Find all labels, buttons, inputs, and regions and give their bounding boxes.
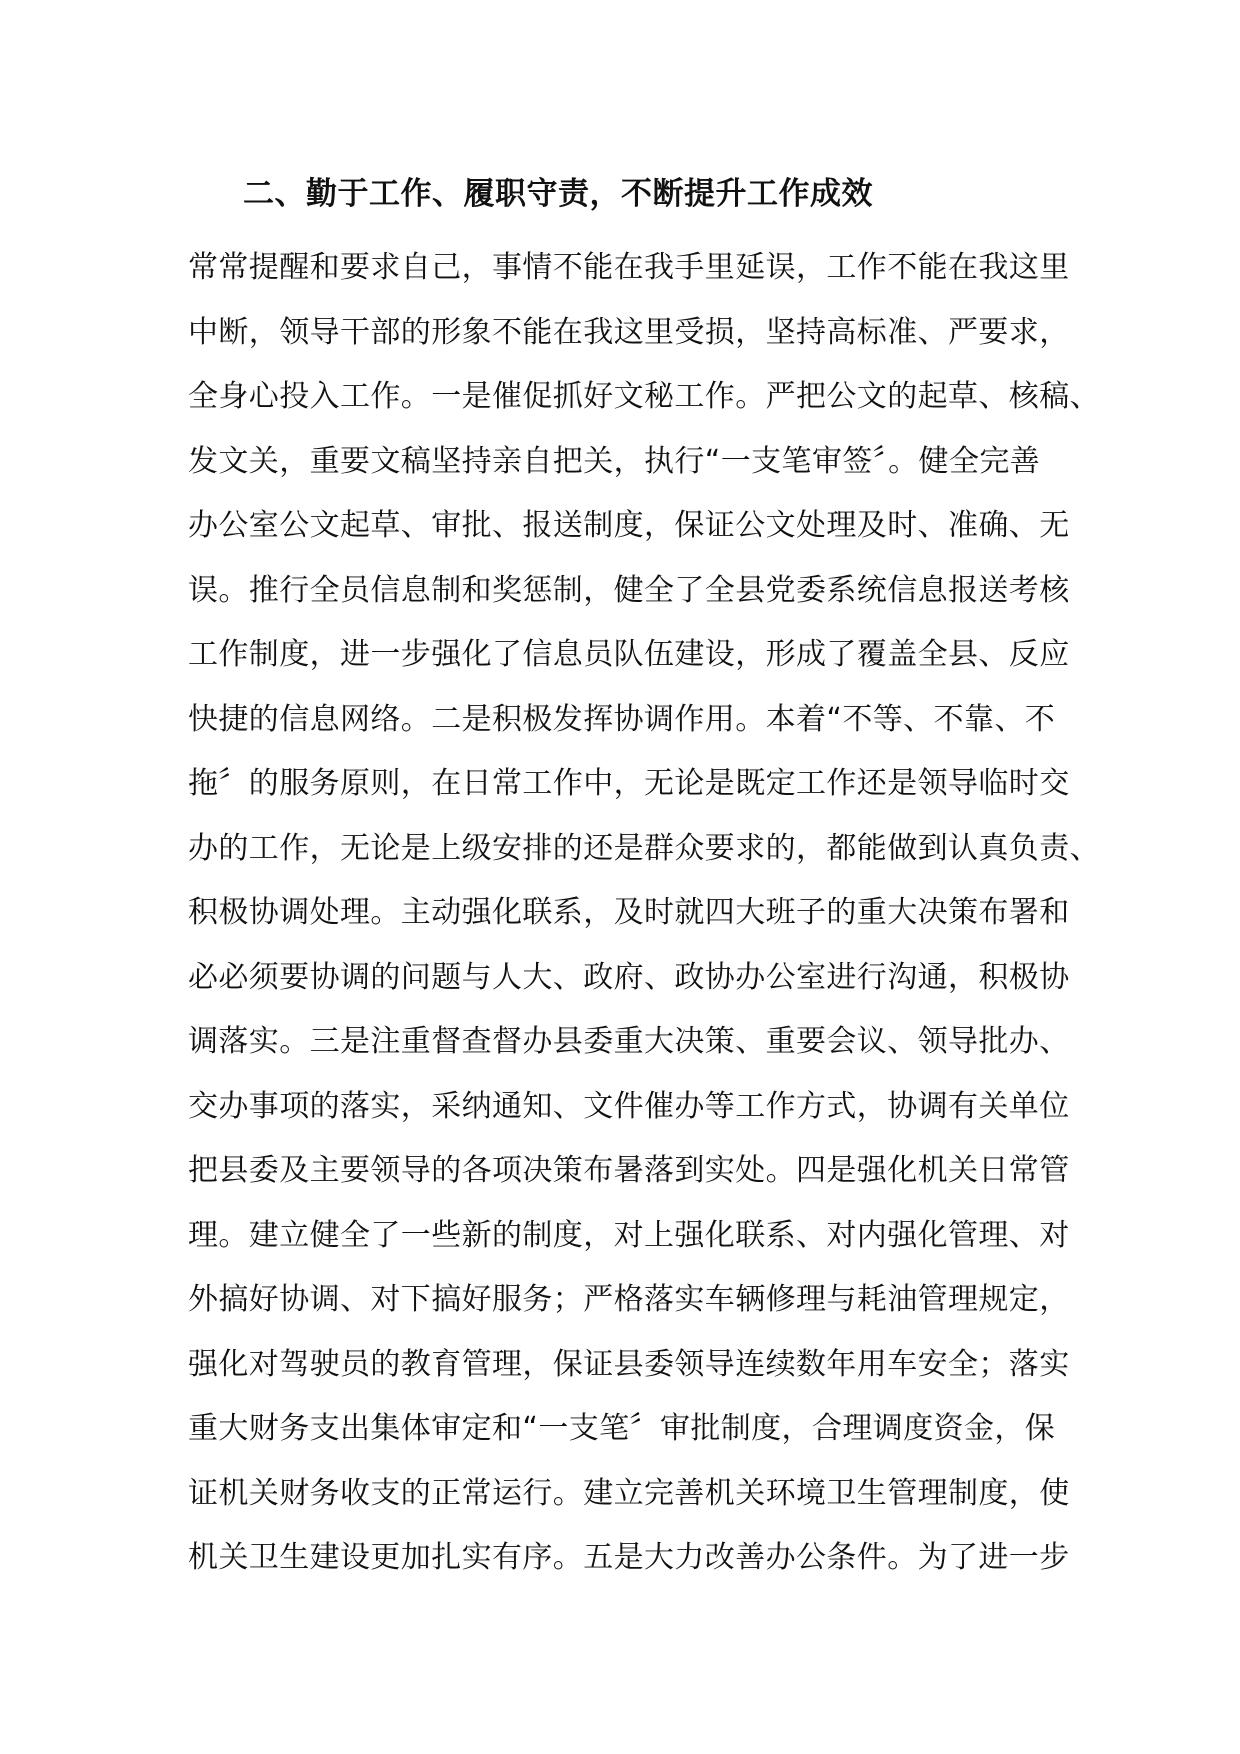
text-line: 强化对驾驶员的教育管理，保证县委领导连续数年用车安全；落实 <box>188 1346 1070 1382</box>
text-line: 全身心投入工作。一是催促抓好文秘工作。严把公文的起草、核稿、 <box>188 379 1100 414</box>
text-line: 积极协调处理。主动强化联系，及时就四大班子的重大决策布署和 <box>188 895 1070 930</box>
text-line: 办的工作，无论是上级安排的还是群众要求的，都能做到认真负责、 <box>188 830 1100 866</box>
text-line: 必必须要协调的问题与人大、政府、政协办公室进行沟通，积极协 <box>188 959 1070 995</box>
text-line: 把县委及主要领导的各项决策布暑落到实处。四是强化机关日常管 <box>188 1153 1070 1188</box>
text-line: 办公室公文起草、审批、报送制度，保证公文处理及时、准确、无 <box>188 508 1070 543</box>
text-line: 常常提醒和要求自己，事情不能在我手里延误，工作不能在我这里 <box>188 250 1070 285</box>
text-line: 外搞好协调、对下搞好服务；严格落实车辆修理与耗油管理规定， <box>188 1282 1070 1317</box>
text-line: 中断，领导干部的形象不能在我这里受损，坚持高标准、严要求， <box>188 314 1070 350</box>
text-line: 拖〞的服务原则，在日常工作中，无论是既定工作还是领导临时交 <box>188 766 1070 801</box>
text-line: 快捷的信息网络。二是积极发挥协调作用。本着“不等、不靠、不 <box>188 701 1056 737</box>
body-paragraph <box>188 236 1100 1591</box>
text-line: 发文关，重要文稿坚持亲自把关，执行“一支笔审签〞。健全完善 <box>188 443 1041 479</box>
section-heading: 二、勤于工作、履职守责，不断提升工作成效 <box>243 176 873 212</box>
text-line: 重大财务支出集体审定和“一支笔〞审批制度，合理调度资金，保 <box>188 1411 1056 1446</box>
text-line: 调落实。三是注重督查督办县委重大决策、重要会议、领导批办、 <box>188 1024 1070 1059</box>
text-line: 理。建立健全了一些新的制度，对上强化联系、对内强化管理、对 <box>188 1217 1070 1253</box>
text-line: 机关卫生建设更加扎实有序。五是大力改善办公条件。为了进一步 <box>188 1540 1070 1575</box>
text-line: 证机关财务收支的正常运行。建立完善机关环境卫生管理制度，使 <box>188 1475 1070 1511</box>
text-line: 工作制度，进一步强化了信息员队伍建设，形成了覆盖全县、反应 <box>188 637 1070 672</box>
text-line: 交办事项的落实，采纳通知、文件催办等工作方式，协调有关单位 <box>188 1088 1070 1124</box>
text-line: 误。推行全员信息制和奖惩制，健全了全县党委系统信息报送考核 <box>188 572 1070 608</box>
